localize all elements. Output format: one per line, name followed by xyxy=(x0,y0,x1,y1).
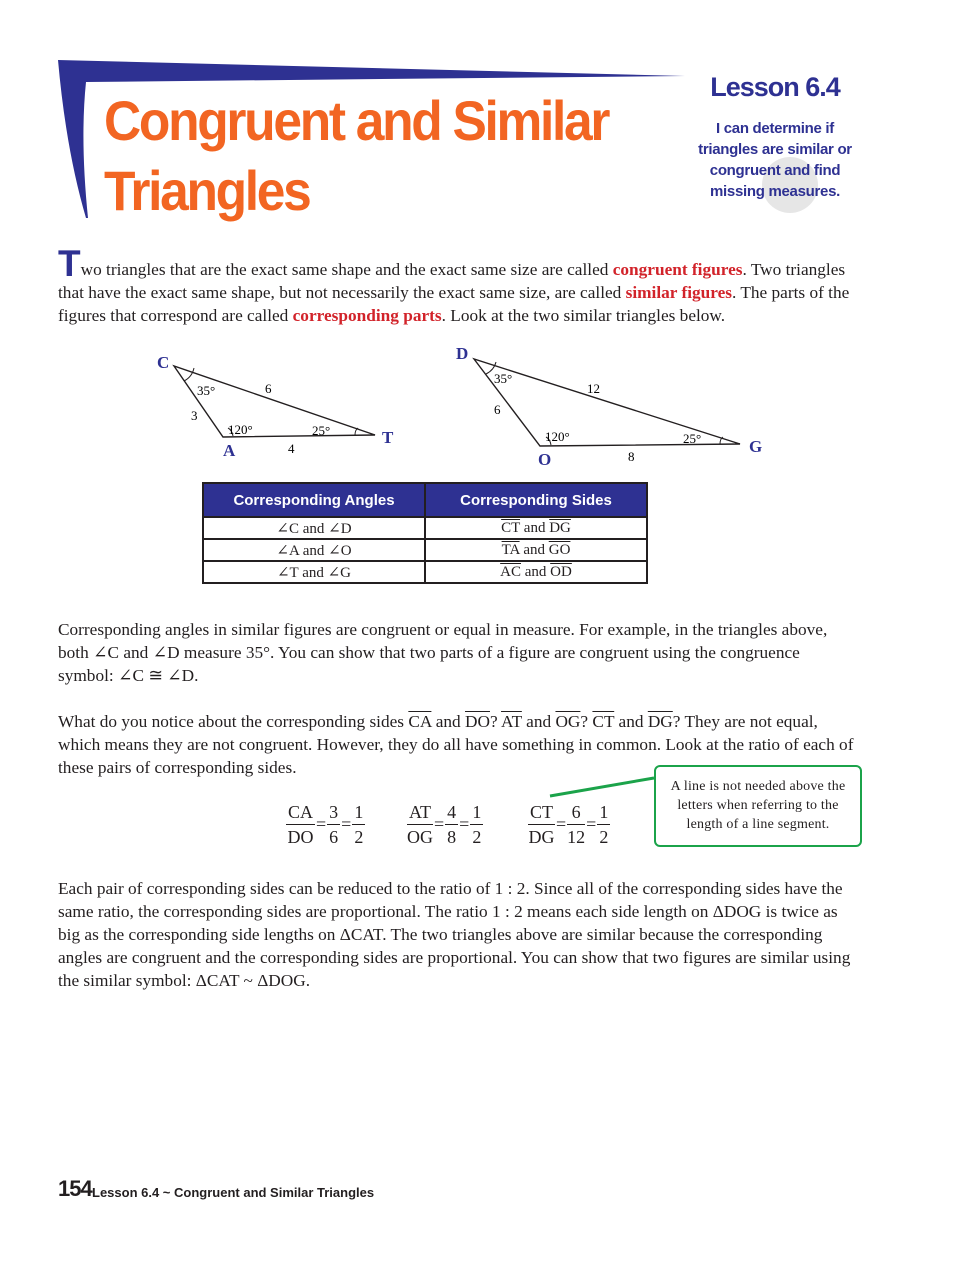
angle-o-label: 120° xyxy=(545,429,570,444)
vertex-o-label: O xyxy=(538,450,552,469)
angle-g-label: 25° xyxy=(683,431,702,446)
term-corresponding-parts: corresponding parts xyxy=(292,306,442,325)
table-row xyxy=(203,561,647,583)
vertex-g-label: G xyxy=(749,437,763,456)
table-row xyxy=(203,539,647,561)
angle-t-label: 25° xyxy=(312,423,331,438)
header-sides: Corresponding Sides xyxy=(425,483,647,517)
term-congruent-figures: congruent figures xyxy=(612,260,743,279)
corresponding-sides-paragraph: What do you notice about the corresponding sides $\overline{CA}$ and $\overline{DO}$? $\overline{AT}$ and $\overline{OG}$? $\overline{CT}$ and $\overline{DG}$? They are not equal, which means they are not congruent. However, they do all have something in common. Look at the ratio of each of these pairs of corresponding sides. xyxy=(58,712,854,777)
triangles-diagram xyxy=(0,340,979,475)
angle-pair-cell: ∠C and ∠D xyxy=(203,517,425,539)
side-ct-label: 6 xyxy=(265,381,272,396)
note-callout: A line is not needed above the letters when referring to the length of a line segment. xyxy=(654,765,862,847)
angle-c-label: 35° xyxy=(197,383,216,398)
ratio-at-og: $\frac{AT}{OG}$ = $\frac{4}{8}$ = $\frac{1}{2}$ xyxy=(407,802,482,847)
page-number: 154 xyxy=(58,1176,92,1201)
angle-a-label: 120° xyxy=(228,422,253,437)
term-similar-figures: similar figures xyxy=(625,283,733,302)
side-dg-label: 12 xyxy=(587,381,600,396)
triangle-cat xyxy=(174,366,375,437)
angle-d-label: 35° xyxy=(494,371,513,386)
page-title: Congruent and Similar Triangles xyxy=(104,89,609,222)
footer-lesson-title: Lesson 6.4 ~ Congruent and Similar Triangles xyxy=(92,1185,375,1200)
side-og-label: 8 xyxy=(628,449,635,464)
ratio-ct-dg: $\frac{CT}{DG}$ = $\frac{6}{12}$ = $\frac{1}{2}$ xyxy=(528,802,609,847)
angle-pair-cell: ∠T and ∠G xyxy=(203,561,425,583)
vertex-a-label: A xyxy=(223,441,236,460)
note-pointer xyxy=(540,770,660,810)
ratio-ca-do: $\frac{CA}{DO}$ = $\frac{3}{6}$ = $\frac{1}{2}$ xyxy=(287,802,364,847)
similarity-paragraph: Each pair of corresponding sides can be reduced to the ratio of 1 : 2. Since all of the corresponding sides have the same ratio, the corresponding sides are proportional. The ratio 1 : 2 means each side length on ΔDOG is twice as big as the corresponding side lengths on ΔCAT. The two triangles above are similar because the corresponding angles are congruent and the corresponding sides are proportional. You can show that two figures are similar using the similar symbol: ΔCAT ~ ΔDOG. xyxy=(58,879,851,990)
side-pair-cell: $\overline{TA}$ and $\overline{GO}$ xyxy=(425,539,647,561)
side-ca-label: 3 xyxy=(191,408,198,423)
vertex-c-label: C xyxy=(157,353,170,372)
header-angles: Corresponding Angles xyxy=(203,483,425,517)
table-row xyxy=(203,517,647,539)
corresponding-parts-table xyxy=(202,482,648,584)
lesson-objective: I can determine if triangles are similar or congruent and find missing measures. xyxy=(698,120,852,200)
side-do-label: 6 xyxy=(494,402,501,417)
lesson-number: Lesson 6.4 xyxy=(710,72,840,102)
intro-paragraph: Two triangles that are the exact same shape and the exact same size are called congruent figures. Two triangles that have the exact same shape, but not necessarily the exact same size, are called similar figures. The parts of the figures that correspond are called corresponding parts. Look at the two similar triangles below. xyxy=(58,243,850,325)
side-pair-cell: $\overline{AC}$ and $\overline{OD}$ xyxy=(425,561,647,583)
side-pair-cell: $\overline{CT}$ and $\overline{DG}$ xyxy=(425,517,647,539)
vertex-d-label: D xyxy=(456,344,469,363)
side-at-label: 4 xyxy=(288,441,295,456)
angle-pair-cell: ∠A and ∠O xyxy=(203,539,425,561)
congruence-paragraph: Corresponding angles in similar figures are congruent or equal in measure. For example, in the triangles above, both ∠C and ∠D measure 35°. You can show that two parts of a figure are congruent using the congruence symbol: ∠C ≅ ∠D. xyxy=(58,620,828,685)
drop-cap: T xyxy=(58,243,81,284)
table-header-row xyxy=(203,483,647,517)
vertex-t-label: T xyxy=(382,428,394,447)
